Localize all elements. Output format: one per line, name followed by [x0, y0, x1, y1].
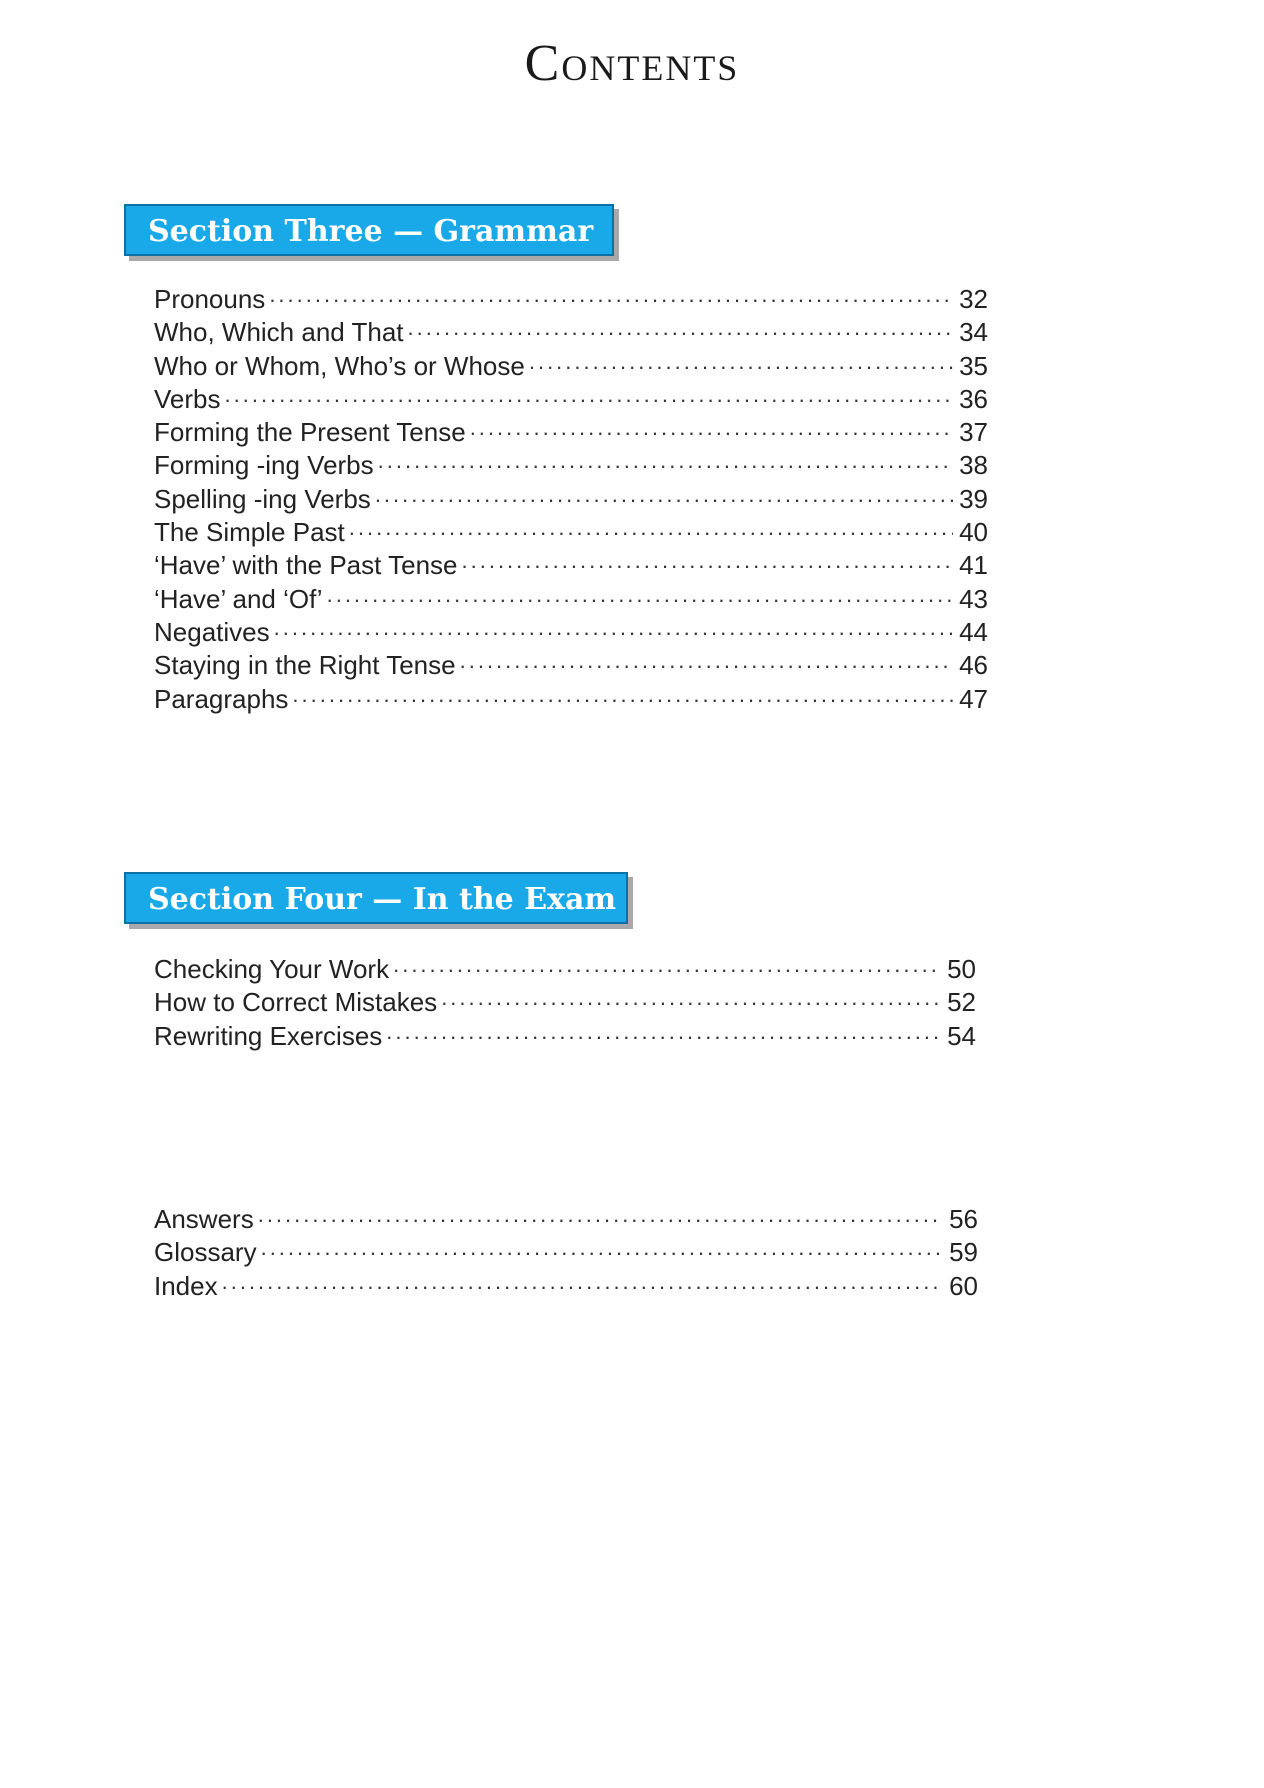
- toc-entry-title: Pronouns: [154, 284, 266, 314]
- toc-entry[interactable]: [154, 985, 976, 1018]
- toc-entry[interactable]: [154, 1019, 976, 1052]
- toc-entry-page: 40: [959, 517, 988, 548]
- toc-entry-title: Spelling -ing Verbs: [154, 483, 371, 514]
- section-heading-in-the-exam: Section Four — In the Exam: [124, 872, 628, 924]
- toc-entry-page: 41: [959, 550, 988, 581]
- toc-entry-title: Negatives: [154, 616, 270, 647]
- toc-entry-page: 35: [959, 350, 988, 381]
- toc-entry-page: 43: [959, 583, 988, 614]
- dot-leader: [258, 1202, 943, 1228]
- toc-entry-title: How to Correct Mistakes: [154, 987, 438, 1018]
- toc-entry-title: ‘Have’ with the Past Tense: [154, 550, 458, 581]
- dot-leader: [222, 1269, 943, 1295]
- dot-leader: [386, 1019, 941, 1045]
- toc-entry-page: 59: [949, 1237, 978, 1268]
- dot-leader: [462, 548, 954, 574]
- dot-leader: [378, 448, 953, 474]
- toc-entry-page: 37: [959, 417, 988, 448]
- section-heading-grammar: Section Three — Grammar: [124, 204, 614, 256]
- toc-entry-page: 56: [949, 1204, 978, 1234]
- toc-entry[interactable]: [154, 515, 988, 548]
- toc-entry-title: Who or Whom, Who’s or Whose: [154, 350, 525, 381]
- dot-leader: [292, 682, 953, 708]
- toc-entry[interactable]: [154, 1235, 978, 1268]
- dot-leader: [441, 985, 941, 1011]
- toc-entry-title: Who, Which and That: [154, 317, 404, 348]
- toc-entry-page: 60: [949, 1270, 978, 1301]
- dot-leader: [327, 582, 953, 608]
- toc-entry[interactable]: [154, 582, 988, 615]
- toc-entry[interactable]: [154, 952, 976, 985]
- dot-leader: [269, 282, 953, 308]
- toc-entry[interactable]: [154, 615, 988, 648]
- dot-leader: [470, 415, 953, 441]
- toc-entry[interactable]: [154, 1269, 978, 1302]
- dot-leader: [349, 515, 953, 541]
- toc-entry-page: 46: [959, 650, 988, 681]
- toc-entry-page: 38: [959, 450, 988, 481]
- toc-entry-title: Staying in the Right Tense: [154, 650, 456, 681]
- toc-entry[interactable]: [154, 482, 988, 515]
- toc-list-in-the-exam: [154, 952, 976, 1052]
- dot-leader: [225, 382, 954, 408]
- toc-entry-page: 34: [959, 317, 988, 348]
- toc-entry[interactable]: [154, 1202, 978, 1235]
- toc-entry-title: Forming the Present Tense: [154, 417, 466, 448]
- toc-entry-title: Glossary: [154, 1237, 257, 1268]
- dot-leader: [529, 349, 953, 375]
- dot-leader: [460, 648, 953, 674]
- toc-entry[interactable]: [154, 349, 988, 382]
- toc-entry[interactable]: [154, 315, 988, 348]
- toc-entry-page: 44: [959, 616, 988, 647]
- dot-leader: [274, 615, 953, 641]
- toc-entry[interactable]: [154, 382, 988, 415]
- toc-list-back-matter: [154, 1202, 978, 1302]
- dot-leader: [393, 952, 941, 978]
- toc-entry[interactable]: [154, 415, 988, 448]
- toc-entry-title: Paragraphs: [154, 683, 289, 714]
- toc-entry-title: Index: [154, 1270, 218, 1301]
- dot-leader: [261, 1235, 944, 1261]
- toc-entry-title: Checking Your Work: [154, 954, 390, 984]
- toc-entry[interactable]: [154, 448, 988, 481]
- toc-entry-page: 36: [959, 383, 988, 414]
- toc-entry-page: 39: [959, 483, 988, 514]
- toc-entry-title: Verbs: [154, 383, 221, 414]
- dot-leader: [408, 315, 954, 341]
- toc-entry[interactable]: [154, 648, 988, 681]
- toc-entry-page: 47: [959, 683, 988, 714]
- toc-entry[interactable]: [154, 548, 988, 581]
- toc-entry-title: Rewriting Exercises: [154, 1020, 383, 1051]
- toc-entry-title: ‘Have’ and ‘Of’: [154, 583, 323, 614]
- toc-entry-page: 52: [947, 987, 976, 1018]
- toc-entry[interactable]: [154, 682, 988, 715]
- toc-entry-page: 50: [947, 954, 976, 984]
- page-title: Contents: [524, 35, 740, 92]
- toc-entry-page: 54: [947, 1020, 976, 1051]
- toc-entry-title: The Simple Past: [154, 517, 345, 548]
- dot-leader: [375, 482, 953, 508]
- toc-entry-page: 32: [959, 284, 988, 314]
- toc-entry-title: Forming -ing Verbs: [154, 450, 374, 481]
- toc-list-grammar: [154, 282, 988, 715]
- toc-entry[interactable]: [154, 282, 988, 315]
- toc-entry-title: Answers: [154, 1204, 254, 1234]
